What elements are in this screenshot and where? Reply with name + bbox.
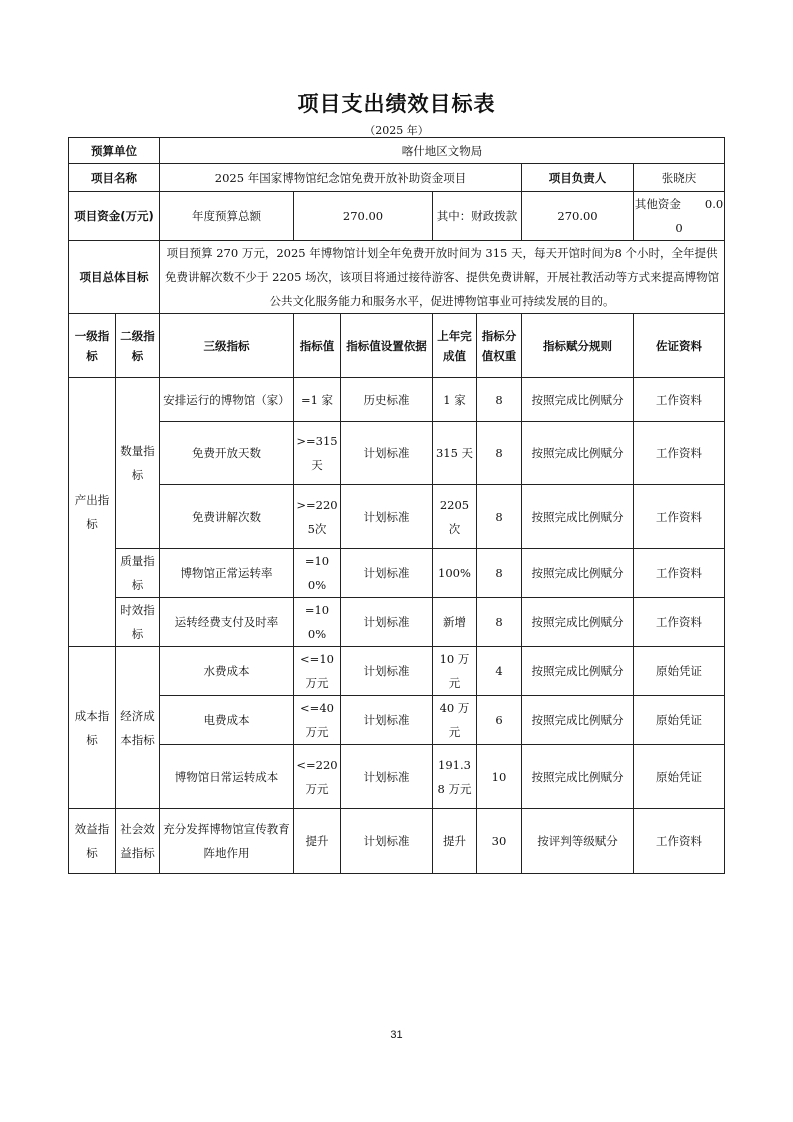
table-row	[69, 745, 725, 809]
row-last: 10 万元	[433, 647, 477, 696]
row-evidence: 工作资料	[634, 598, 725, 647]
table-row	[69, 422, 725, 485]
other-funds-label: 其他资金	[634, 197, 681, 211]
budget-unit-value: 喀什地区文物局	[160, 138, 725, 164]
col-basis: 指标值设置依据	[341, 314, 433, 378]
row-rule: 按照完成比例赋分	[522, 485, 634, 549]
row-basis: 计划标准	[341, 485, 433, 549]
row-weight: 30	[477, 809, 522, 874]
table-row	[69, 378, 725, 422]
row-basis: 计划标准	[341, 647, 433, 696]
col-target-value: 指标值	[294, 314, 341, 378]
fiscal-funds-value: 270.00	[522, 192, 634, 241]
row-value: >=315天	[294, 422, 341, 485]
row-value: <=10万元	[294, 647, 341, 696]
row-value: 提升	[294, 809, 341, 874]
overall-goal-text: 项目预算 270 万元，2025 年博物馆计划全年免费开放时间为 315 天，每天开馆时间为8 个小时，全年提供免费讲解次数不少于 2205 场次，该项目将通过接待游客、提供免费讲解，开展社教活动等方式来提高博物馆公共文化服务能力和服务水平，促进博物馆事业可持续发展的目的。	[160, 241, 725, 314]
row-evidence: 原始凭证	[634, 647, 725, 696]
col-evidence: 佐证资料	[634, 314, 725, 378]
group-cost: 成本指标	[69, 647, 116, 809]
row-last: 315 天	[433, 422, 477, 485]
row-last: 新增	[433, 598, 477, 647]
row-rule: 按照完成比例赋分	[522, 696, 634, 745]
project-leader-value: 张晓庆	[634, 164, 725, 192]
row-basis: 计划标准	[341, 422, 433, 485]
row-evidence: 工作资料	[634, 422, 725, 485]
table-row	[69, 549, 725, 598]
col-weight: 指标分值权重	[477, 314, 522, 378]
row-rule: 按照完成比例赋分	[522, 745, 634, 809]
table-row	[69, 647, 725, 696]
row-basis: 计划标准	[341, 696, 433, 745]
row-name: 运转经费支付及时率	[160, 598, 294, 647]
group-quality: 质量指标	[116, 549, 160, 598]
row-basis: 计划标准	[341, 745, 433, 809]
row-last: 2205次	[433, 485, 477, 549]
row-evidence: 工作资料	[634, 809, 725, 874]
row-value: =100%	[294, 549, 341, 598]
table-row	[69, 485, 725, 549]
other-funds-amount: 0.00	[675, 197, 724, 235]
annual-total-value: 270.00	[294, 192, 433, 241]
table-row	[69, 809, 725, 874]
group-social-benefit: 社会效益指标	[116, 809, 160, 874]
row-name: 免费讲解次数	[160, 485, 294, 549]
row-rule: 按照完成比例赋分	[522, 422, 634, 485]
budget-unit-label: 预算单位	[69, 138, 160, 164]
row-weight: 4	[477, 647, 522, 696]
row-last: 40 万元	[433, 696, 477, 745]
group-economic-cost: 经济成本指标	[116, 647, 160, 809]
row-name: 充分发挥博物馆宣传教育阵地作用	[160, 809, 294, 874]
row-last: 191.38 万元	[433, 745, 477, 809]
row-name: 免费开放天数	[160, 422, 294, 485]
row-rule: 按照完成比例赋分	[522, 378, 634, 422]
fiscal-funds-label: 其中：财政拨款	[433, 192, 522, 241]
row-evidence: 原始凭证	[634, 696, 725, 745]
row-name: 博物馆正常运转率	[160, 549, 294, 598]
project-funds-label: 项目资金(万元)	[69, 192, 160, 241]
row-value: <=40万元	[294, 696, 341, 745]
row-evidence: 工作资料	[634, 485, 725, 549]
group-benefit: 效益指标	[69, 809, 116, 874]
row-last: 提升	[433, 809, 477, 874]
row-value: =1 家	[294, 378, 341, 422]
project-name-label: 项目名称	[69, 164, 160, 192]
project-leader-label: 项目负责人	[522, 164, 634, 192]
group-timeliness: 时效指标	[116, 598, 160, 647]
row-basis: 计划标准	[341, 549, 433, 598]
row-name: 博物馆日常运转成本	[160, 745, 294, 809]
row-weight: 10	[477, 745, 522, 809]
row-weight: 8	[477, 378, 522, 422]
row-evidence: 原始凭证	[634, 745, 725, 809]
row-value: <=220万元	[294, 745, 341, 809]
row-rule: 按评判等级赋分	[522, 809, 634, 874]
page-title: 项目支出绩效目标表	[297, 92, 496, 116]
year-label: （2025 年）	[364, 124, 429, 137]
group-quantity: 数量指标	[116, 378, 160, 549]
overall-goal-label: 项目总体目标	[69, 241, 160, 314]
row-evidence: 工作资料	[634, 549, 725, 598]
row-name: 安排运行的博物馆（家）	[160, 378, 294, 422]
other-funds-value	[634, 192, 725, 241]
row-rule: 按照完成比例赋分	[522, 549, 634, 598]
table-row	[69, 598, 725, 647]
project-name-value: 2025 年国家博物馆纪念馆免费开放补助资金项目	[160, 164, 522, 192]
row-weight: 6	[477, 696, 522, 745]
row-rule: 按照完成比例赋分	[522, 647, 634, 696]
row-last: 100%	[433, 549, 477, 598]
col-last-year: 上年完成值	[433, 314, 477, 378]
row-weight: 8	[477, 549, 522, 598]
row-weight: 8	[477, 598, 522, 647]
col-level3: 三级指标	[160, 314, 294, 378]
row-rule: 按照完成比例赋分	[522, 598, 634, 647]
row-basis: 历史标准	[341, 378, 433, 422]
row-basis: 计划标准	[341, 809, 433, 874]
row-last: 1 家	[433, 378, 477, 422]
row-basis: 计划标准	[341, 598, 433, 647]
row-name: 水费成本	[160, 647, 294, 696]
row-evidence: 工作资料	[634, 378, 725, 422]
performance-table	[68, 137, 725, 874]
page-number: 31	[390, 1029, 403, 1041]
col-scoring-rule: 指标赋分规则	[522, 314, 634, 378]
row-name: 电费成本	[160, 696, 294, 745]
table-row	[69, 696, 725, 745]
annual-total-label: 年度预算总额	[160, 192, 294, 241]
row-weight: 8	[477, 422, 522, 485]
group-output: 产出指标	[69, 378, 116, 647]
row-value: =100%	[294, 598, 341, 647]
col-level2: 二级指标	[116, 314, 160, 378]
row-weight: 8	[477, 485, 522, 549]
col-level1: 一级指标	[69, 314, 116, 378]
row-value: >=2205次	[294, 485, 341, 549]
